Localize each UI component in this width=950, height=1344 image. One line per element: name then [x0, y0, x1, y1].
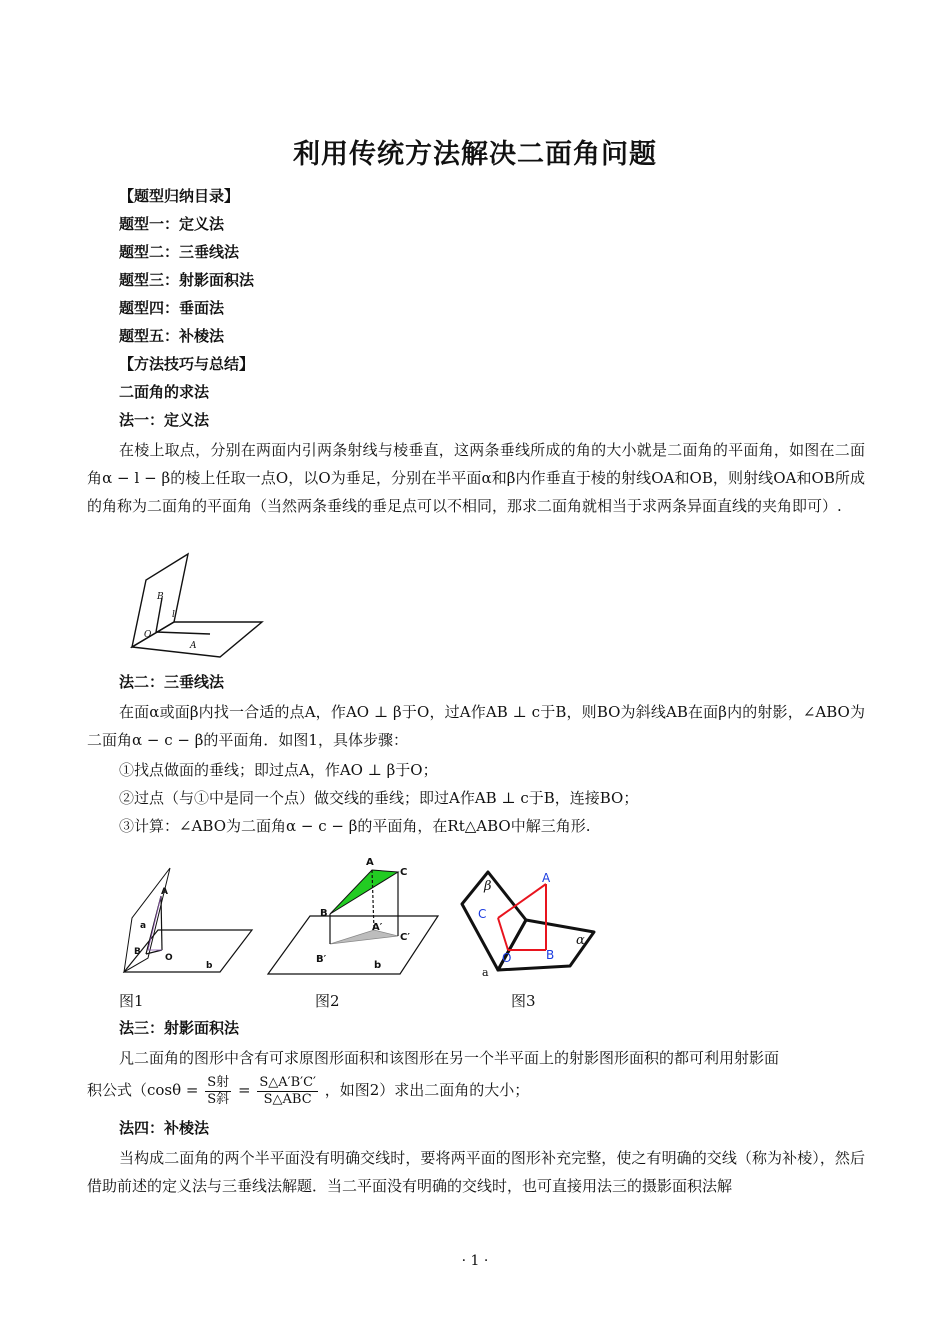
method3-equals: =	[237, 1081, 251, 1099]
fig2-label-a-prime: A′	[372, 922, 383, 933]
fig1-label-a: A	[161, 887, 168, 897]
toc-item-4: 题型四：垂面法	[119, 299, 225, 317]
figure-3-perpendicular-plane	[460, 862, 600, 980]
toc-item-3: 题型三：射影面积法	[119, 271, 255, 289]
original-triangle	[330, 870, 398, 914]
toc-item-1: 题型一：定义法	[119, 215, 225, 233]
page-number: · 1 ·	[461, 1253, 489, 1269]
fig0-label-o: O	[144, 630, 152, 640]
fig1-label-small-b: b	[206, 961, 213, 971]
fig2-label-b-prime: B′	[316, 954, 327, 965]
fig1-label-o: O	[165, 953, 173, 963]
fig1-caption: 图1	[119, 992, 144, 1010]
fig2-label-b: B	[320, 908, 328, 919]
figure-2-projection-area	[262, 850, 442, 980]
method3-formula	[87, 1072, 529, 1108]
fraction-s-ratio	[205, 1075, 231, 1108]
method2-text: 在面α或面β内找一合适的点A，作AO ⊥ β于O，过A作AB ⊥ c于B，则BO为斜线AB在面β内的射影，∠ABO为二面角α − c − β的平面角．如图1，具体步骤：	[87, 703, 865, 749]
fig0-label-b: B	[157, 592, 164, 602]
method3-heading: 法三：射影面积法	[119, 1019, 240, 1037]
method2-step1: ①找点做面的垂线；即过点A，作AO ⊥ β于O；	[119, 761, 438, 779]
plane-alpha-horizontal	[132, 622, 262, 657]
fig0-label-a: A	[190, 641, 197, 651]
method1-text: 在棱上取点，分别在两面内引两条射线与棱垂直，这两条垂线所成的角的大小就是二面角的平面角，如图在二面角α − l − β的棱上任取一点O，以O为垂足，分别在半平面α和β内作垂直于棱的射线OA和OB，则射线OA和OB所成的角称为二面角的平面角（当然两条垂线的垂足点可以不相同，那求二面角就相当于求两条异面直线的夹角即可）.	[87, 441, 865, 515]
fig2-label-c-prime: C′	[400, 932, 410, 943]
summary-subheading: 二面角的求法	[119, 383, 210, 401]
frac2-denominator: S△ABC	[263, 1091, 312, 1107]
toc-heading: 【题型归纳目录】	[119, 187, 240, 205]
projected-triangle	[330, 930, 398, 944]
figure-dihedral-definition	[118, 552, 278, 662]
fig3-label-b: B	[546, 948, 555, 962]
fig3-label-o: O	[502, 951, 512, 965]
fig0-label-l: l	[172, 610, 175, 620]
fig1-label-b: B	[134, 947, 141, 957]
method4-heading: 法四：补棱法	[119, 1119, 210, 1137]
fig3-label-alpha: α	[576, 933, 585, 948]
fig2-label-a: A	[366, 857, 374, 868]
fig3-label-small-a: a	[482, 966, 489, 979]
frac2-numerator: S△A′B′C′	[259, 1074, 316, 1090]
method4-text: 当构成二面角的两个半平面没有明确交线时，要将两平面的图形补充完整，使之有明确的交线（称为补棱），然后借助前述的定义法与三垂线法解题．当二平面没有明确的交线时，也可直接用法三的摄影面积法解	[87, 1149, 865, 1195]
fig3-caption: 图3	[511, 992, 536, 1010]
fig3-label-c: C	[478, 907, 487, 921]
fraction-area-ratio	[257, 1075, 318, 1108]
page-title: 利用传统方法解决二面角问题	[293, 139, 657, 170]
fig1-label-small-a: a	[140, 921, 147, 931]
summary-heading: 【方法技巧与总结】	[119, 355, 255, 373]
frac1-denominator: S斜	[207, 1091, 230, 1107]
method3-line1: 凡二面角的图形中含有可求原图形面积和该图形在另一个半平面上的射影图形面积的都可利用射影面	[119, 1049, 780, 1067]
toc-item-5: 题型五：补棱法	[119, 327, 225, 345]
fig2-label-small-b: b	[374, 960, 382, 971]
fig2-label-c: C	[400, 867, 408, 878]
method3-prefix: 积公式（cosθ =	[87, 1081, 199, 1099]
fig3-label-a: A	[542, 871, 551, 885]
method2-step3: ③计算：∠ABO为二面角α − c − β的平面角，在Rt△ABO中解三角形.	[119, 817, 591, 835]
method1-heading: 法一：定义法	[119, 411, 210, 429]
method2-step2: ②过点（与①中是同一个点）做交线的垂线；即过A作AB ⊥ c于B，连接BO；	[119, 789, 639, 807]
toc-item-2: 题型二：三垂线法	[119, 243, 240, 261]
fig3-label-beta: β	[484, 879, 492, 894]
method3-suffix: ，如图2）求出二面角的大小；	[324, 1081, 530, 1099]
figure-1-three-perpendiculars	[118, 858, 258, 978]
method2-heading: 法二：三垂线法	[119, 673, 225, 691]
frac1-numerator: S射	[207, 1074, 230, 1090]
fig2-caption: 图2	[315, 992, 340, 1010]
